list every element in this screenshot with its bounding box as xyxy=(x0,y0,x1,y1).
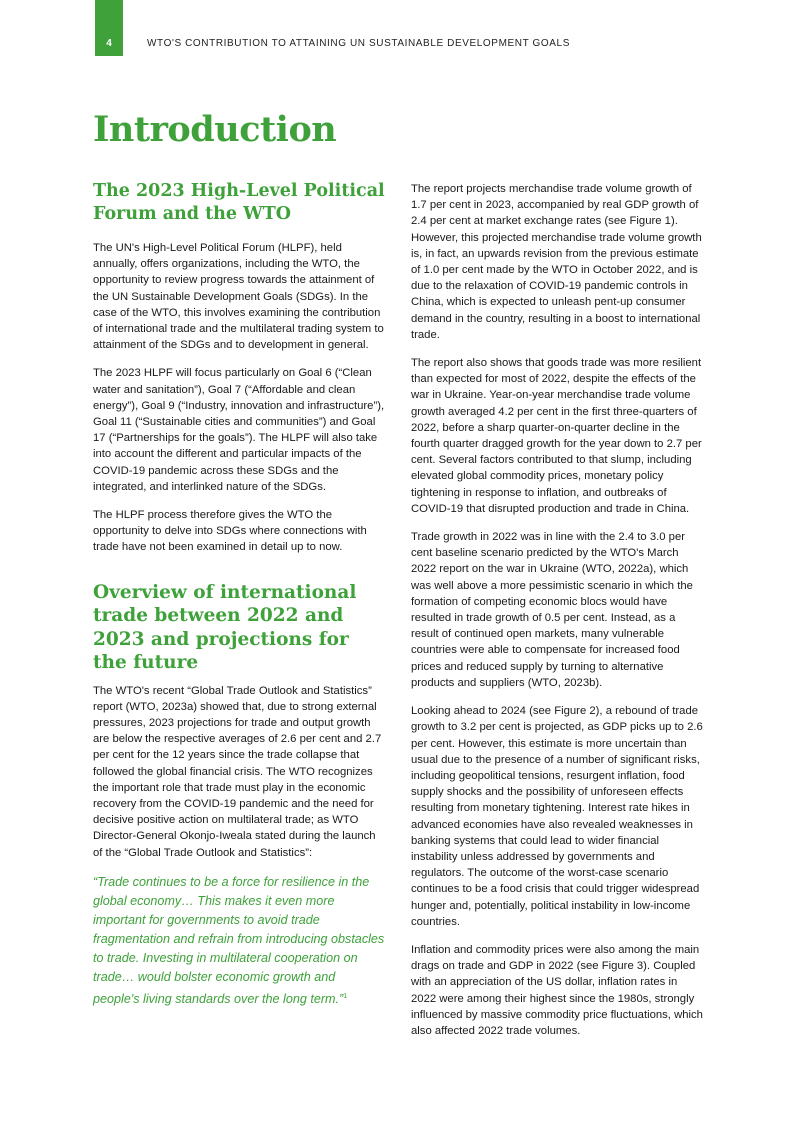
section-heading-hlpf: The 2023 High-Level Political Forum and the WTO xyxy=(93,181,385,224)
running-header: WTO'S CONTRIBUTION TO ATTAINING UN SUSTAINABLE DEVELOPMENT GOALS xyxy=(147,38,570,49)
section-heading-overview: Overview of international trade between 2022 and 2023 and projections for the future xyxy=(93,581,357,674)
paragraph: The report projects merchandise trade volume growth of 1.7 per cent in 2023, accompanied by real GDP growth of 2.4 per cent at market exchange rates (see Figure 1). However, this projected merchandise trade volume growth is, in fact, an upwards revision from the previous estimate of 1.0 per cent made by the WTO in October 2022, and is due to the relaxation of COVID-19 pandemic controls in China, which is expected to unleash pent-up consumer demand in the country, resulting in a boost to international trade. xyxy=(411,183,702,341)
page-number-tab xyxy=(95,0,123,56)
paragraph: Trade growth in 2022 was in line with the 2.4 to 3.0 per cent baseline scenario predicted by the WTO's March 2022 report on the war in Ukraine (WTO, 2022a), which was well above a more pessimistic scenario in which the formation of competing economic blocs would have resulted in trade growth of 0.5 per cent. Instead, as a result of continued open markets, many vulnerable countries were able to compensate for increased food prices and reduced supply by turning to alternative products and suppliers (WTO, 2023b). xyxy=(411,531,693,689)
page-title: Introduction xyxy=(93,109,337,150)
left-column xyxy=(93,180,385,1009)
paragraph: The WTO's recent “Global Trade Outlook and Statistics” report (WTO, 2023a) showed that, due to strong external pressures, 2023 projections for trade and output growth are below the respective averages of 2.6 per cent and 2.7 per cent for the 12 years since the trade collapse that followed the global financial crisis. The WTO recognizes the important role that trade must play in the economic recovery from the COVID-19 pandemic and the need for decisive positive action on multilateral trade; as WTO Director-General Okonjo-Iweala stated during the launch of the “Global Trade Outlook and Statistics”: xyxy=(93,684,382,859)
paragraph: The HLPF process therefore gives the WTO the opportunity to delve into SDGs where connections with trade have not been examined in detail up to now. xyxy=(93,509,367,554)
paragraph: The report also shows that goods trade was more resilient than expected for most of 2022, despite the effects of the war in Ukraine. Year-on-year merchandise trade volume growth averaged 4.2 per cent in the first three-quarters of 2022, before a sharp quarter-on-quarter decline in the fourth quarter dragged growth for the year down to 2.7 per cent. Several factors contributed to that slump, including elevated global commodity prices, monetary policy tightening in response to inflation, and outbreaks of COVID-19 that disrupted production and trade in China. xyxy=(411,357,702,515)
right-column xyxy=(411,181,703,1051)
paragraph: The UN's High-Level Political Forum (HLPF), held annually, offers organizations, including the WTO, the opportunity to review progress towards the attainment of the UN Sustainable Development Goals (SDGs). In the case of the WTO, this involves examining the contribution of international trade and the multilateral trading system to attainment of the SDGs and to development in general. xyxy=(93,242,384,352)
paragraph: The 2023 HLPF will focus particularly on Goal 6 (“Clean water and sanitation”), Goal 7 (“Affordable and clean energy”), Goal 9 (“Industry, innovation and infrastructure”), Goal 11 (“Sustainable cities and communities”) and Goal 17 (“Partnerships for the goals”). The HLPF will also take into account the different and particular impacts of the COVID-19 pandemic across these SDGs and the integrated, and interlinked nature of the SDGs. xyxy=(93,367,385,493)
footnote-marker: 1 xyxy=(343,992,348,1000)
quote-text: “Trade continues to be a force for resilience in the global economy… This makes it even more important for governments to avoid trade fragmentation and refrain from introducing obstacles to trade. Investing in multilateral cooperation on trade… would bolster economic growth and people's living standards over the long term.” xyxy=(93,874,385,1007)
paragraph: Inflation and commodity prices were also among the main drags on trade and GDP in 2022 (see Figure 3). Coupled with an appreciation of the US dollar, inflation rates in 2022 were among their highest since the 1980s, strongly influenced by massive commodity price fluctuations, which also affected 2022 trade volumes. xyxy=(411,943,703,1037)
pull-quote xyxy=(93,873,385,1009)
page-number: 4 xyxy=(106,38,112,49)
paragraph: Looking ahead to 2024 (see Figure 2), a rebound of trade growth to 3.2 per cent is projected, as GDP picks up to 2.6 per cent. However, this estimate is more uncertain than usual due to the presence of a number of significant risks, including geopolitical tensions, resurgent inflation, food supply shocks and the possibility of unforeseen effects resulting from monetary tightening. Interest rate hikes in advanced economies have also revealed weaknesses in banking systems that could lead to wider financial instability unless addressed by governments and regulators. The outcome of the worst-case scenario continues to be a food crisis that could trigger widespread hunger and, potentially, political instability in low-income countries. xyxy=(411,705,703,928)
